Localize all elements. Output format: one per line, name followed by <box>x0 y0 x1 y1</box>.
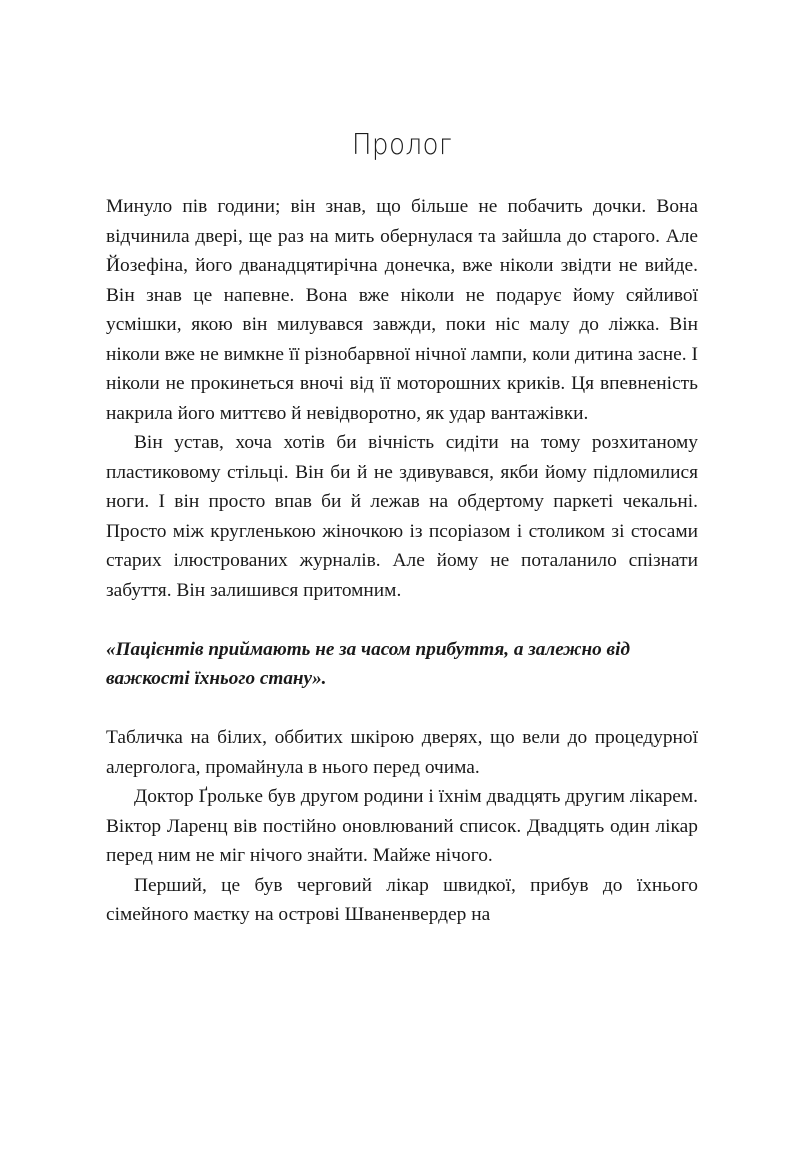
text-column <box>106 128 698 930</box>
pull-quote: «Пацієнтів приймають не за часом прибуття, а залежно від важкості їхнього стану». <box>106 638 630 689</box>
body-paragraph: Доктор Ґролькe був другом родини і їхнім двадцять другим лікарем. Віктор Ларенц вів постійно оновлюваний список. Двадцять один лікар перед ним не міг нічого знайти. Майже нічого. <box>106 786 698 866</box>
chapter-title: Пролог <box>351 128 453 161</box>
body-paragraph: Табличка на білих, оббитих шкірою дверях, що вели до процедурної алерголога, промайнула в нього перед очима. <box>106 727 698 778</box>
body-paragraph: Він устав, хоча хотів би вічність сидіти на тому розхитаному пластиковому стільці. Він би й не здивувався, якби йому підломилися ноги. І він просто впав би й лежав на обдертому паркеті чекальні. Просто між кругленькою жіночкою із псоріазом і столиком зі стосами старих ілюстрованих журналів. Але йому не поталанило спізнати забуття. Він залишився притомним. <box>106 432 698 601</box>
body-paragraph: Минуло пів години; він знав, що більше не побачить дочки. Вона відчинила двері, ще раз на мить обернулася та зайшла до старого. Але Йозефіна, його дванадцятирічна донечка, вже ніколи звідти не вийде. Він знав це напевне. Вона вже ніколи не подарує йому сяйливої усмішки, якою він милувався завжди, поки ніс малу до ліжка. Він ніколи вже не вимкне її різнобарвної нічної лампи, коли дитина засне. І ніколи не прокинеться вночі від її моторошних криків. Ця впевненість накрила його миттєво й невідворотно, як удар вантажівки. <box>106 196 698 424</box>
body-paragraph-continued: Перший, це був черговий лікар швидкої, прибув до їхнього сімейного маєтку на острові Шваненвердер на <box>106 874 698 925</box>
